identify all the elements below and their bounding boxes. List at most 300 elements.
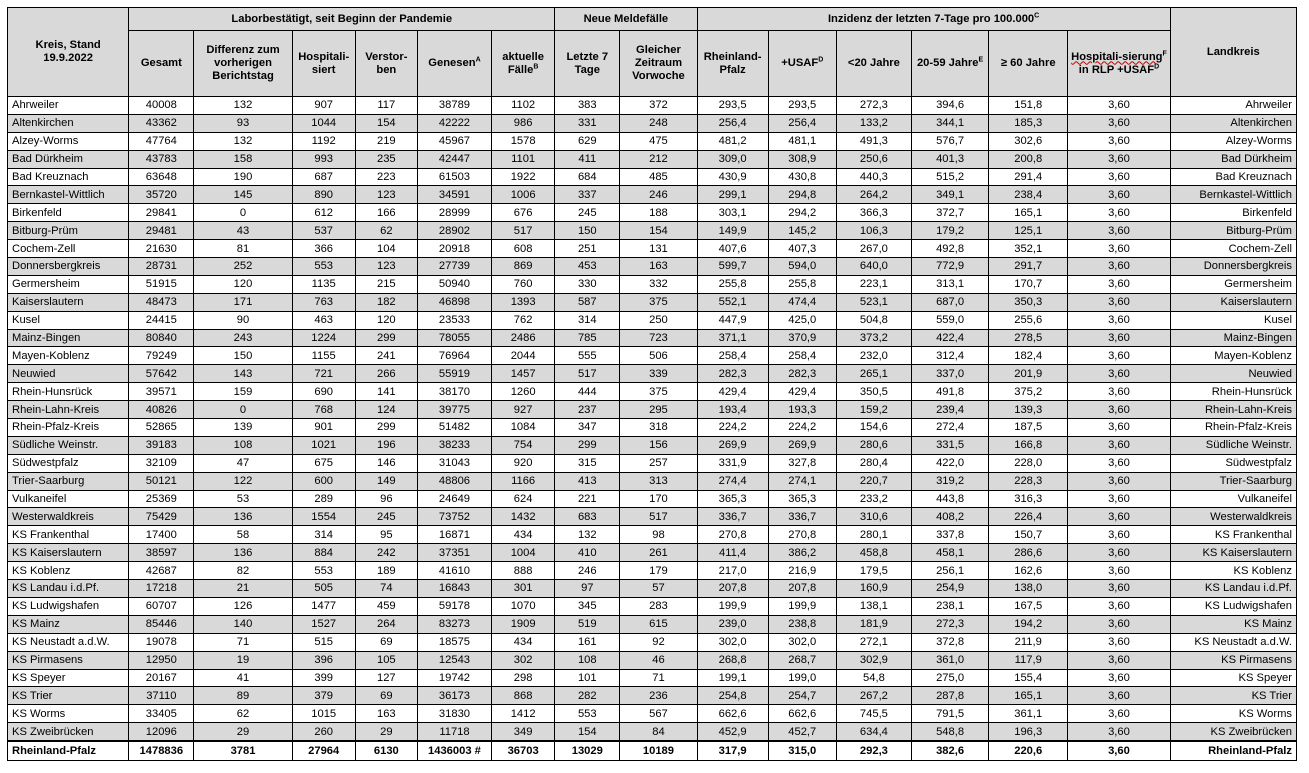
cell-ab-60: 291,4 bbox=[989, 168, 1068, 186]
cell-landkreis: Bad Kreuznach bbox=[1170, 168, 1296, 186]
cell-rlp: 149,9 bbox=[697, 222, 768, 240]
cell-genesen: 83273 bbox=[417, 615, 491, 633]
cell-verstorben: 196 bbox=[355, 436, 417, 454]
cell-20-59: 372,7 bbox=[911, 204, 988, 222]
cell-verstorben: 299 bbox=[355, 419, 417, 437]
kreis-stand-header: Kreis, Stand 19.9.2022 bbox=[8, 8, 129, 97]
cell-landkreis: Rhein-Lahn-Kreis bbox=[1170, 401, 1296, 419]
cell-gesamt: 28731 bbox=[129, 258, 194, 276]
cell-rlp: 336,7 bbox=[697, 508, 768, 526]
cell-letzte-7-tage: 13029 bbox=[555, 741, 620, 761]
cell-hospitalisierung: 3,60 bbox=[1068, 97, 1170, 115]
cell-letzte-7-tage: 587 bbox=[555, 293, 620, 311]
cell-vorwoche: 131 bbox=[620, 240, 697, 258]
cell-aktuelle: 1070 bbox=[492, 597, 555, 615]
cell-hospitalisierung: 3,60 bbox=[1068, 562, 1170, 580]
cell-aktuelle: 624 bbox=[492, 490, 555, 508]
cell-gesamt: 12096 bbox=[129, 723, 194, 741]
table-row bbox=[8, 204, 1297, 222]
cell-letzte-7-tage: 347 bbox=[555, 419, 620, 437]
table-row bbox=[8, 114, 1297, 132]
cell-rlp: 331,9 bbox=[697, 454, 768, 472]
cell-hospitalisierung: 3,60 bbox=[1068, 275, 1170, 293]
cell-aktuelle: 754 bbox=[492, 436, 555, 454]
cell-aktuelle: 1432 bbox=[492, 508, 555, 526]
cell-gesamt: 38597 bbox=[129, 544, 194, 562]
cell-20-59: 443,8 bbox=[911, 490, 988, 508]
cell-differenz: 0 bbox=[194, 204, 292, 222]
cell-aktuelle: 1006 bbox=[492, 186, 555, 204]
table-row bbox=[8, 669, 1297, 687]
cell-letzte-7-tage: 337 bbox=[555, 186, 620, 204]
cell-letzte-7-tage: 383 bbox=[555, 97, 620, 115]
cell-differenz: 190 bbox=[194, 168, 292, 186]
cell-hospitalisiert: 763 bbox=[292, 293, 355, 311]
cell-hospitalisierung: 3,60 bbox=[1068, 383, 1170, 401]
cell-aktuelle: 676 bbox=[492, 204, 555, 222]
cell-20-59: 491,8 bbox=[911, 383, 988, 401]
cell-vorwoche: 154 bbox=[620, 222, 697, 240]
cell-ab-60: 194,2 bbox=[989, 615, 1068, 633]
cell-verstorben: 120 bbox=[355, 311, 417, 329]
cell-hospitalisierung: 3,60 bbox=[1068, 186, 1170, 204]
cell-gesamt: 1478836 bbox=[129, 741, 194, 761]
cell-differenz: 0 bbox=[194, 401, 292, 419]
cell-unter-20: 233,2 bbox=[836, 490, 911, 508]
cell-differenz: 140 bbox=[194, 615, 292, 633]
col-verstorben: Verstor-ben bbox=[355, 31, 417, 97]
cell-ab-60: 350,3 bbox=[989, 293, 1068, 311]
cell-ab-60: 316,3 bbox=[989, 490, 1068, 508]
cell-landkreis: Rhein-Hunsrück bbox=[1170, 383, 1296, 401]
cell-usaf: 270,8 bbox=[768, 526, 836, 544]
cell-hospitalisierung: 3,60 bbox=[1068, 454, 1170, 472]
cell-ab-60: 226,4 bbox=[989, 508, 1068, 526]
cell-vorwoche: 250 bbox=[620, 311, 697, 329]
cell-letzte-7-tage: 97 bbox=[555, 580, 620, 598]
cell-20-59: 272,4 bbox=[911, 419, 988, 437]
cell-rlp: 552,1 bbox=[697, 293, 768, 311]
cell-genesen: 45967 bbox=[417, 132, 491, 150]
cell-verstorben: 154 bbox=[355, 114, 417, 132]
cell-gesamt: 43783 bbox=[129, 150, 194, 168]
cell-ab-60: 187,5 bbox=[989, 419, 1068, 437]
cell-hospitalisiert: 1527 bbox=[292, 615, 355, 633]
table-row bbox=[8, 454, 1297, 472]
cell-landkreis: Westerwaldkreis bbox=[1170, 508, 1296, 526]
cell-aktuelle: 1260 bbox=[492, 383, 555, 401]
cell-verstorben: 299 bbox=[355, 329, 417, 347]
cell-letzte-7-tage: 101 bbox=[555, 669, 620, 687]
cell-ab-60: 220,6 bbox=[989, 741, 1068, 761]
cell-hospitalisiert: 553 bbox=[292, 258, 355, 276]
cell-20-59: 337,8 bbox=[911, 526, 988, 544]
cell-verstorben: 166 bbox=[355, 204, 417, 222]
table-row bbox=[8, 132, 1297, 150]
cell-ab-60: 302,6 bbox=[989, 132, 1068, 150]
cell-verstorben: 235 bbox=[355, 150, 417, 168]
cell-genesen: 59178 bbox=[417, 597, 491, 615]
cell-rlp: 207,8 bbox=[697, 580, 768, 598]
cell-rlp: 282,3 bbox=[697, 365, 768, 383]
cell-genesen: 1436003 # bbox=[417, 741, 491, 761]
cell-kreis: Bitburg-Prüm bbox=[8, 222, 129, 240]
cell-aktuelle: 298 bbox=[492, 669, 555, 687]
cell-letzte-7-tage: 345 bbox=[555, 597, 620, 615]
cell-genesen: 31043 bbox=[417, 454, 491, 472]
cell-hospitalisierung: 3,60 bbox=[1068, 669, 1170, 687]
cell-rlp: 255,8 bbox=[697, 275, 768, 293]
cell-usaf: 336,7 bbox=[768, 508, 836, 526]
cell-kreis: KS Ludwigshafen bbox=[8, 597, 129, 615]
cell-20-59: 394,6 bbox=[911, 97, 988, 115]
cell-rlp: 224,2 bbox=[697, 419, 768, 437]
cell-genesen: 12543 bbox=[417, 651, 491, 669]
cell-hospitalisiert: 505 bbox=[292, 580, 355, 598]
table-row bbox=[8, 311, 1297, 329]
table-row bbox=[8, 597, 1297, 615]
cell-hospitalisierung: 3,60 bbox=[1068, 168, 1170, 186]
cell-20-59: 515,2 bbox=[911, 168, 988, 186]
cell-usaf: 238,8 bbox=[768, 615, 836, 633]
cell-rlp: 365,3 bbox=[697, 490, 768, 508]
cell-verstorben: 182 bbox=[355, 293, 417, 311]
cell-gesamt: 39183 bbox=[129, 436, 194, 454]
cell-ab-60: 278,5 bbox=[989, 329, 1068, 347]
cell-genesen: 46898 bbox=[417, 293, 491, 311]
cell-20-59: 492,8 bbox=[911, 240, 988, 258]
cell-hospitalisierung: 3,60 bbox=[1068, 436, 1170, 454]
cell-differenz: 93 bbox=[194, 114, 292, 132]
table-row bbox=[8, 275, 1297, 293]
cell-kreis: Birkenfeld bbox=[8, 204, 129, 222]
table-row bbox=[8, 526, 1297, 544]
cell-letzte-7-tage: 444 bbox=[555, 383, 620, 401]
cell-differenz: 53 bbox=[194, 490, 292, 508]
cell-ab-60: 138,0 bbox=[989, 580, 1068, 598]
cell-unter-20: 223,1 bbox=[836, 275, 911, 293]
cell-hospitalisierung: 3,60 bbox=[1068, 419, 1170, 437]
cell-landkreis: Bitburg-Prüm bbox=[1170, 222, 1296, 240]
cell-hospitalisiert: 768 bbox=[292, 401, 355, 419]
table-row bbox=[8, 347, 1297, 365]
cell-20-59: 772,9 bbox=[911, 258, 988, 276]
cell-genesen: 73752 bbox=[417, 508, 491, 526]
cell-letzte-7-tage: 453 bbox=[555, 258, 620, 276]
cell-20-59: 256,1 bbox=[911, 562, 988, 580]
cell-letzte-7-tage: 108 bbox=[555, 651, 620, 669]
cell-gesamt: 42687 bbox=[129, 562, 194, 580]
cell-20-59: 272,3 bbox=[911, 615, 988, 633]
cell-vorwoche: 375 bbox=[620, 293, 697, 311]
cell-rlp: 269,9 bbox=[697, 436, 768, 454]
cell-hospitalisierung: 3,60 bbox=[1068, 329, 1170, 347]
table-row bbox=[8, 240, 1297, 258]
cell-hospitalisiert: 600 bbox=[292, 472, 355, 490]
cell-differenz: 126 bbox=[194, 597, 292, 615]
cell-rlp: 303,1 bbox=[697, 204, 768, 222]
cell-rlp: 302,0 bbox=[697, 633, 768, 651]
cell-hospitalisierung: 3,60 bbox=[1068, 222, 1170, 240]
cell-hospitalisiert: 1554 bbox=[292, 508, 355, 526]
cell-20-59: 372,8 bbox=[911, 633, 988, 651]
cell-ab-60: 182,4 bbox=[989, 347, 1068, 365]
cell-hospitalisierung: 3,60 bbox=[1068, 401, 1170, 419]
cell-unter-20: 458,8 bbox=[836, 544, 911, 562]
cell-letzte-7-tage: 519 bbox=[555, 615, 620, 633]
cell-aktuelle: 1084 bbox=[492, 419, 555, 437]
table-row bbox=[8, 401, 1297, 419]
cell-genesen: 31830 bbox=[417, 705, 491, 723]
cell-usaf: 199,0 bbox=[768, 669, 836, 687]
cell-differenz: 158 bbox=[194, 150, 292, 168]
cell-hospitalisierung: 3,60 bbox=[1068, 508, 1170, 526]
cell-gesamt: 79249 bbox=[129, 347, 194, 365]
cell-aktuelle: 517 bbox=[492, 222, 555, 240]
col-rheinland-pfalz: Rheinland-Pfalz bbox=[697, 31, 768, 97]
cell-landkreis: Rhein-Pfalz-Kreis bbox=[1170, 419, 1296, 437]
group-header-lab: Laborbestätigt, seit Beginn der Pandemie bbox=[129, 8, 555, 31]
cell-verstorben: 189 bbox=[355, 562, 417, 580]
cell-kreis: KS Neustadt a.d.W. bbox=[8, 633, 129, 651]
cell-gesamt: 12950 bbox=[129, 651, 194, 669]
cell-usaf: 481,1 bbox=[768, 132, 836, 150]
cell-verstorben: 117 bbox=[355, 97, 417, 115]
cell-ab-60: 211,9 bbox=[989, 633, 1068, 651]
table-row bbox=[8, 651, 1297, 669]
cell-hospitalisierung: 3,60 bbox=[1068, 597, 1170, 615]
cell-verstorben: 215 bbox=[355, 275, 417, 293]
cell-landkreis: KS Speyer bbox=[1170, 669, 1296, 687]
cell-aktuelle: 434 bbox=[492, 633, 555, 651]
cell-usaf: 430,8 bbox=[768, 168, 836, 186]
cell-differenz: 132 bbox=[194, 132, 292, 150]
cell-unter-20: 267,2 bbox=[836, 687, 911, 705]
cell-genesen: 19742 bbox=[417, 669, 491, 687]
cell-verstorben: 69 bbox=[355, 633, 417, 651]
cell-verstorben: 123 bbox=[355, 186, 417, 204]
cell-hospitalisiert: 1015 bbox=[292, 705, 355, 723]
cell-genesen: 38233 bbox=[417, 436, 491, 454]
cell-gesamt: 51915 bbox=[129, 275, 194, 293]
cell-unter-20: 181,9 bbox=[836, 615, 911, 633]
cell-rlp: 256,4 bbox=[697, 114, 768, 132]
cell-20-59: 313,1 bbox=[911, 275, 988, 293]
cell-differenz: 62 bbox=[194, 705, 292, 723]
cell-landkreis: Rheinland-Pfalz bbox=[1170, 741, 1296, 761]
cell-ab-60: 228,0 bbox=[989, 454, 1068, 472]
cell-landkreis: Bad Dürkheim bbox=[1170, 150, 1296, 168]
cell-ab-60: 200,8 bbox=[989, 150, 1068, 168]
cell-genesen: 18575 bbox=[417, 633, 491, 651]
cell-gesamt: 85446 bbox=[129, 615, 194, 633]
cell-genesen: 23533 bbox=[417, 311, 491, 329]
cell-letzte-7-tage: 132 bbox=[555, 526, 620, 544]
cell-kreis: Neuwied bbox=[8, 365, 129, 383]
cell-unter-20: 302,9 bbox=[836, 651, 911, 669]
cell-landkreis: Mainz-Bingen bbox=[1170, 329, 1296, 347]
cell-usaf: 293,5 bbox=[768, 97, 836, 115]
cell-usaf: 302,0 bbox=[768, 633, 836, 651]
cell-usaf: 224,2 bbox=[768, 419, 836, 437]
cell-rlp: 309,0 bbox=[697, 150, 768, 168]
cell-vorwoche: 170 bbox=[620, 490, 697, 508]
cell-differenz: 108 bbox=[194, 436, 292, 454]
cell-genesen: 55919 bbox=[417, 365, 491, 383]
cell-ab-60: 139,3 bbox=[989, 401, 1068, 419]
cell-unter-20: 523,1 bbox=[836, 293, 911, 311]
cell-kreis: Bad Kreuznach bbox=[8, 168, 129, 186]
cell-genesen: 36173 bbox=[417, 687, 491, 705]
cell-differenz: 89 bbox=[194, 687, 292, 705]
cell-rlp: 274,4 bbox=[697, 472, 768, 490]
cell-unter-20: 265,1 bbox=[836, 365, 911, 383]
cell-letzte-7-tage: 161 bbox=[555, 633, 620, 651]
cell-gesamt: 47764 bbox=[129, 132, 194, 150]
cell-landkreis: Ahrweiler bbox=[1170, 97, 1296, 115]
cell-verstorben: 6130 bbox=[355, 741, 417, 761]
table-row bbox=[8, 705, 1297, 723]
cell-verstorben: 223 bbox=[355, 168, 417, 186]
cell-vorwoche: 71 bbox=[620, 669, 697, 687]
cell-hospitalisierung: 3,60 bbox=[1068, 687, 1170, 705]
cell-kreis: Rhein-Hunsrück bbox=[8, 383, 129, 401]
cell-aktuelle: 1004 bbox=[492, 544, 555, 562]
table-row bbox=[8, 329, 1297, 347]
cell-ab-60: 185,3 bbox=[989, 114, 1068, 132]
cell-differenz: 150 bbox=[194, 347, 292, 365]
cell-genesen: 24649 bbox=[417, 490, 491, 508]
cell-letzte-7-tage: 237 bbox=[555, 401, 620, 419]
cell-hospitalisiert: 907 bbox=[292, 97, 355, 115]
cell-gesamt: 25369 bbox=[129, 490, 194, 508]
table-row bbox=[8, 472, 1297, 490]
cell-gesamt: 35720 bbox=[129, 186, 194, 204]
cell-vorwoche: 313 bbox=[620, 472, 697, 490]
cell-ab-60: 165,1 bbox=[989, 204, 1068, 222]
group-header-neue: Neue Meldefälle bbox=[555, 8, 697, 31]
cell-rlp: 429,4 bbox=[697, 383, 768, 401]
cell-vorwoche: 339 bbox=[620, 365, 697, 383]
cell-verstorben: 29 bbox=[355, 723, 417, 741]
cell-letzte-7-tage: 683 bbox=[555, 508, 620, 526]
cell-kreis: Ahrweiler bbox=[8, 97, 129, 115]
cell-aktuelle: 1412 bbox=[492, 705, 555, 723]
cell-unter-20: 504,8 bbox=[836, 311, 911, 329]
cell-letzte-7-tage: 785 bbox=[555, 329, 620, 347]
cell-unter-20: 634,4 bbox=[836, 723, 911, 741]
cell-hospitalisierung: 3,60 bbox=[1068, 472, 1170, 490]
cell-usaf: 294,8 bbox=[768, 186, 836, 204]
cell-rlp: 447,9 bbox=[697, 311, 768, 329]
cell-rlp: 193,4 bbox=[697, 401, 768, 419]
cell-20-59: 287,8 bbox=[911, 687, 988, 705]
cell-ab-60: 286,6 bbox=[989, 544, 1068, 562]
cell-landkreis: Germersheim bbox=[1170, 275, 1296, 293]
cell-hospitalisierung: 3,60 bbox=[1068, 114, 1170, 132]
cell-unter-20: 745,5 bbox=[836, 705, 911, 723]
cell-hospitalisierung: 3,60 bbox=[1068, 204, 1170, 222]
cell-20-59: 382,6 bbox=[911, 741, 988, 761]
cell-hospitalisiert: 553 bbox=[292, 562, 355, 580]
cell-aktuelle: 760 bbox=[492, 275, 555, 293]
cell-verstorben: 241 bbox=[355, 347, 417, 365]
col-ab-60: ≥ 60 Jahre bbox=[989, 31, 1068, 97]
cell-kreis: KS Frankenthal bbox=[8, 526, 129, 544]
cell-landkreis: Vulkaneifel bbox=[1170, 490, 1296, 508]
cell-landkreis: Cochem-Zell bbox=[1170, 240, 1296, 258]
table-row bbox=[8, 168, 1297, 186]
cell-hospitalisierung: 3,60 bbox=[1068, 240, 1170, 258]
cell-hospitalisierung: 3,60 bbox=[1068, 651, 1170, 669]
cell-usaf: 282,3 bbox=[768, 365, 836, 383]
cell-usaf: 256,4 bbox=[768, 114, 836, 132]
cell-usaf: 452,7 bbox=[768, 723, 836, 741]
cell-kreis: Südliche Weinstr. bbox=[8, 436, 129, 454]
cell-ab-60: 170,7 bbox=[989, 275, 1068, 293]
cell-kreis: Germersheim bbox=[8, 275, 129, 293]
table-row bbox=[8, 150, 1297, 168]
cell-20-59: 422,4 bbox=[911, 329, 988, 347]
cell-gesamt: 21630 bbox=[129, 240, 194, 258]
cell-genesen: 76964 bbox=[417, 347, 491, 365]
cell-rlp: 371,1 bbox=[697, 329, 768, 347]
cell-verstorben: 163 bbox=[355, 705, 417, 723]
cell-landkreis: Neuwied bbox=[1170, 365, 1296, 383]
cell-genesen: 61503 bbox=[417, 168, 491, 186]
col-aktuelle-faelle: aktuelle Fälle$^B$ bbox=[492, 31, 555, 97]
cell-hospitalisiert: 687 bbox=[292, 168, 355, 186]
cell-unter-20: 250,6 bbox=[836, 150, 911, 168]
cell-20-59: 559,0 bbox=[911, 311, 988, 329]
table-row bbox=[8, 508, 1297, 526]
cell-usaf: 474,4 bbox=[768, 293, 836, 311]
cell-kreis: Bad Dürkheim bbox=[8, 150, 129, 168]
cell-usaf: 429,4 bbox=[768, 383, 836, 401]
cell-hospitalisierung: 3,60 bbox=[1068, 526, 1170, 544]
cell-kreis: Donnersbergkreis bbox=[8, 258, 129, 276]
cell-hospitalisierung: 3,60 bbox=[1068, 741, 1170, 761]
cell-verstorben: 123 bbox=[355, 258, 417, 276]
cell-usaf: 407,3 bbox=[768, 240, 836, 258]
cell-ab-60: 201,9 bbox=[989, 365, 1068, 383]
cell-genesen: 42447 bbox=[417, 150, 491, 168]
cell-gesamt: 20167 bbox=[129, 669, 194, 687]
cell-vorwoche: 188 bbox=[620, 204, 697, 222]
cell-rlp: 258,4 bbox=[697, 347, 768, 365]
cell-differenz: 43 bbox=[194, 222, 292, 240]
cell-landkreis: Donnersbergkreis bbox=[1170, 258, 1296, 276]
cell-vorwoche: 261 bbox=[620, 544, 697, 562]
cell-rlp: 452,9 bbox=[697, 723, 768, 741]
cell-genesen: 38170 bbox=[417, 383, 491, 401]
cell-ab-60: 166,8 bbox=[989, 436, 1068, 454]
cell-hospitalisiert: 366 bbox=[292, 240, 355, 258]
cell-vorwoche: 179 bbox=[620, 562, 697, 580]
cell-hospitalisierung: 3,60 bbox=[1068, 132, 1170, 150]
cell-unter-20: 292,3 bbox=[836, 741, 911, 761]
cell-genesen: 16871 bbox=[417, 526, 491, 544]
cell-differenz: 243 bbox=[194, 329, 292, 347]
cell-gesamt: 75429 bbox=[129, 508, 194, 526]
cell-hospitalisiert: 1192 bbox=[292, 132, 355, 150]
cell-landkreis: KS Neustadt a.d.W. bbox=[1170, 633, 1296, 651]
cell-letzte-7-tage: 315 bbox=[555, 454, 620, 472]
cell-usaf: 216,9 bbox=[768, 562, 836, 580]
cell-verstorben: 104 bbox=[355, 240, 417, 258]
cell-verstorben: 96 bbox=[355, 490, 417, 508]
cell-gesamt: 32109 bbox=[129, 454, 194, 472]
